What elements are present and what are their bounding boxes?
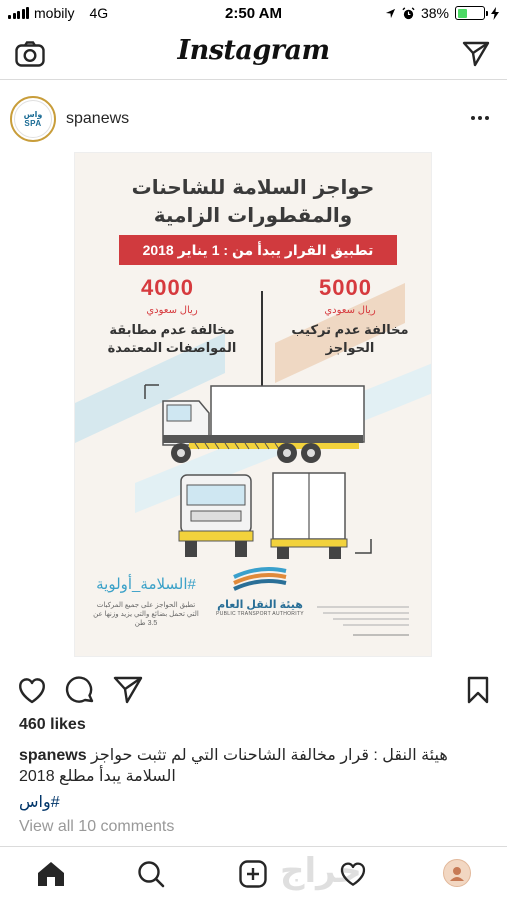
profile-avatar[interactable] xyxy=(443,859,471,887)
fine-left-amount: 4000 xyxy=(141,275,194,300)
charging-bolt-icon xyxy=(491,7,499,20)
instagram-logo: Instagram xyxy=(177,35,330,66)
truck-front-illustration xyxy=(177,471,257,561)
caption-username[interactable]: spanews xyxy=(19,747,87,764)
status-right xyxy=(385,5,499,21)
spa-logo xyxy=(14,100,52,138)
authority-name-en: PUBLIC TRANSPORT AUTHORITY xyxy=(216,611,304,617)
status-time: 2:50 AM xyxy=(225,5,282,22)
battery-icon xyxy=(455,6,485,20)
avatar-text-en: SPA xyxy=(24,119,42,128)
post-header xyxy=(0,90,507,150)
truck-side-illustration xyxy=(159,385,369,467)
avatar-text-ar: واس xyxy=(23,110,43,119)
post-image[interactable] xyxy=(0,150,507,664)
fine-right-currency: ريال سعودي xyxy=(324,305,376,316)
new-post-icon[interactable] xyxy=(236,857,270,891)
fine-right-desc: مخالفة عدم تركيب الحواجز xyxy=(291,322,409,355)
alarm-icon xyxy=(402,7,415,20)
authority-emblem xyxy=(230,563,290,593)
post-username[interactable]: spanews xyxy=(66,110,130,127)
fine-left-desc: مخالفة عدم مطابقة المواصفات المعتمدة xyxy=(107,322,237,355)
battery-fill xyxy=(458,9,468,18)
location-arrow-icon xyxy=(385,8,396,19)
authority-name-ar: هيئة النقل العام xyxy=(217,599,303,611)
comment-icon[interactable] xyxy=(64,674,96,706)
truck-rear-illustration xyxy=(269,471,349,561)
fine-right-amount: 5000 xyxy=(319,275,372,300)
more-options-icon[interactable] xyxy=(471,116,489,120)
post-avatar[interactable] xyxy=(10,96,56,142)
view-comments-link[interactable]: View all 10 comments xyxy=(19,818,175,835)
poster-divider xyxy=(261,291,263,387)
bookmark-icon[interactable] xyxy=(462,674,494,706)
search-icon[interactable] xyxy=(134,857,168,891)
poster-footer-lines xyxy=(313,603,413,643)
post-caption xyxy=(19,745,489,787)
post-actions xyxy=(0,670,507,710)
instagram-header xyxy=(0,26,507,80)
heart-icon[interactable] xyxy=(16,674,48,706)
direct-message-icon[interactable] xyxy=(460,39,492,69)
status-bar xyxy=(0,0,507,26)
bottom-navigation xyxy=(0,846,507,900)
home-icon[interactable] xyxy=(34,857,68,891)
carrier-name: mobily xyxy=(34,5,75,21)
poster-note: تطبق الحواجز على جميع المركبات التي تحمل بضائع والتي يزيد وزنها عن 3.5 طن xyxy=(93,602,199,627)
network-type: 4G xyxy=(89,5,109,21)
share-icon[interactable] xyxy=(112,674,144,706)
activity-heart-icon[interactable] xyxy=(336,857,370,891)
authority-logo xyxy=(205,563,315,617)
battery-percent: 38% xyxy=(420,5,449,21)
fine-left-currency: ريال سعودي xyxy=(146,305,198,316)
poster xyxy=(74,152,432,657)
caption-hashtag[interactable]: #واس xyxy=(19,794,60,811)
like-count[interactable]: 460 likes xyxy=(19,716,86,733)
caption-text: هيئة النقل : قرار مخالفة الشاحنات التي لم تثبت حواجز السلامة يبدأ مطلع 2018 xyxy=(19,747,448,785)
poster-date-banner: تطبيق القرار يبدأ من : 1 يناير 2018 xyxy=(119,235,397,265)
watermark: حراج xyxy=(280,851,362,891)
poster-hashtag: #السلامة_أولوية xyxy=(96,576,196,593)
poster-title: حواجز السلامة للشاحنات والمقطورات الزامية xyxy=(131,175,375,227)
